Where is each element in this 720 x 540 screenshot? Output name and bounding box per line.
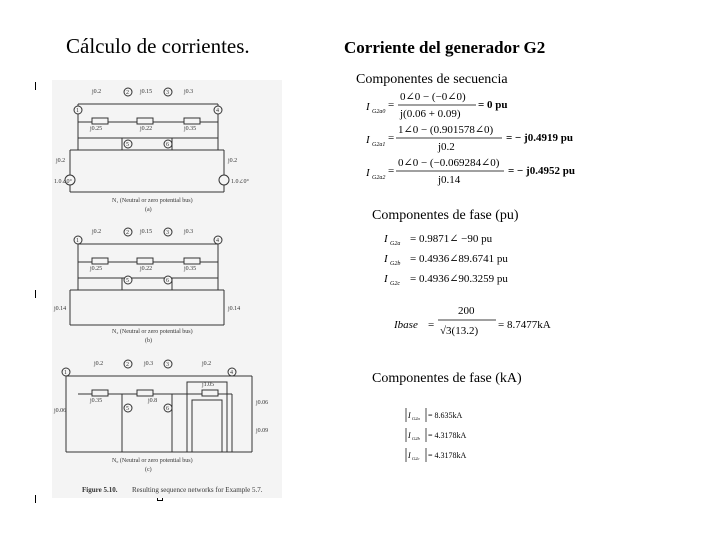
sequence-equations (364, 88, 590, 192)
svg-text:(c): (c) (145, 467, 152, 473)
svg-text:6: 6 (166, 278, 169, 284)
svg-text:G2b: G2b (390, 261, 401, 267)
figure-caption-label: Figure 5.10. (82, 486, 118, 494)
svg-text:= 0 pu: = 0 pu (478, 99, 508, 111)
svg-text:(a): (a) (145, 207, 152, 213)
svg-text:1: 1 (76, 238, 79, 244)
svg-text:2: 2 (126, 90, 129, 96)
svg-text:5: 5 (126, 406, 129, 412)
svg-text:j0.22: j0.22 (140, 126, 153, 132)
phase-pu-equations (382, 228, 532, 290)
svg-text:j0.2: j0.2 (94, 361, 104, 367)
svg-text:G2c: G2c (412, 456, 420, 461)
svg-text:j0.8: j0.8 (148, 398, 158, 404)
svg-text:= 0.9871∠ −90 pu: = 0.9871∠ −90 pu (410, 233, 493, 245)
slide-handle (35, 495, 36, 503)
svg-text:j0.14: j0.14 (438, 174, 461, 186)
page-title: Cálculo de corrientes. (66, 34, 250, 58)
svg-text:5: 5 (126, 142, 129, 148)
svg-text:j0.2: j0.2 (56, 158, 66, 164)
svg-text:1: 1 (76, 108, 79, 114)
phase-components-ka-heading: Componentes de fase (kA) (372, 371, 522, 386)
svg-text:j0.14: j0.14 (228, 306, 241, 312)
svg-text:1∠0 − (0.901578∠0): 1∠0 − (0.901578∠0) (398, 124, 494, 136)
svg-text:3: 3 (166, 230, 169, 236)
svg-text:= 8.635kA: = 8.635kA (428, 411, 463, 420)
svg-text:= 0.4936∠89.6741 pu: = 0.4936∠89.6741 pu (410, 253, 508, 265)
svg-text:I: I (408, 451, 411, 460)
svg-text:1: 1 (64, 370, 67, 376)
phase-b-ka (407, 431, 467, 441)
svg-text:1.0∠0°: 1.0∠0° (54, 179, 72, 185)
svg-text:= 4.3178kA: = 4.3178kA (428, 431, 467, 440)
phase-ka-values (402, 406, 482, 464)
svg-text:j(0.06 + 0.09): j(0.06 + 0.09) (400, 108, 461, 120)
slide-handle (35, 82, 36, 90)
equation-ia1 (365, 124, 573, 153)
phase-c-ka (407, 451, 467, 461)
svg-text:0∠0 − (−0.069284∠0): 0∠0 − (−0.069284∠0) (398, 157, 500, 169)
figure-caption-text: Resulting sequence networks for Example 5.7. (132, 486, 263, 494)
svg-text:(b): (b) (145, 338, 152, 344)
svg-text:4: 4 (216, 238, 219, 244)
svg-text:√3(13.2): √3(13.2) (440, 325, 479, 337)
svg-text:= − j0.4952 pu: = − j0.4952 pu (508, 165, 575, 177)
svg-text:200: 200 (458, 305, 475, 317)
svg-text:j0.35: j0.35 (184, 126, 197, 132)
equation-ia2 (365, 157, 575, 186)
svg-text:j0.35: j0.35 (184, 266, 197, 272)
svg-text:I: I (366, 167, 370, 179)
svg-text:j0.06: j0.06 (54, 408, 67, 414)
svg-text:3: 3 (166, 90, 169, 96)
svg-text:j0.3: j0.3 (144, 361, 154, 367)
phase-a-ka (407, 411, 463, 421)
svg-text:=: = (388, 99, 395, 111)
svg-text:2: 2 (126, 230, 129, 236)
svg-text:G2a2: G2a2 (372, 175, 386, 181)
svg-text:= − j0.4919 pu: = − j0.4919 pu (506, 132, 573, 144)
phase-components-pu-heading: Componentes de fase (pu) (372, 208, 519, 223)
svg-text:4: 4 (216, 108, 219, 114)
sequence-networks-figure (52, 80, 282, 498)
svg-text:Ibase: Ibase (394, 319, 418, 331)
svg-text:G2a: G2a (412, 416, 420, 421)
svg-text:j0.35: j0.35 (90, 398, 103, 404)
svg-text:G2a: G2a (390, 241, 401, 247)
svg-text:j0.3: j0.3 (184, 89, 194, 95)
svg-text:G2b: G2b (412, 436, 420, 441)
svg-text:N₂ (Neutral or zero potential: N₂ (Neutral or zero potential bus) (112, 329, 193, 335)
svg-text:j0.06: j0.06 (256, 400, 269, 406)
svg-text:2: 2 (126, 362, 129, 368)
svg-text:I: I (408, 431, 411, 440)
ibase-equation (392, 300, 562, 344)
svg-text:j0.2: j0.2 (92, 89, 102, 95)
svg-text:I: I (408, 411, 411, 420)
svg-text:j0.15: j0.15 (140, 89, 153, 95)
svg-text:j0.09: j0.09 (256, 428, 269, 434)
svg-text:=: = (388, 132, 395, 144)
svg-text:j0.25: j0.25 (90, 126, 103, 132)
phase-a-pu (383, 233, 493, 247)
svg-text:I: I (366, 134, 370, 146)
svg-text:=: = (428, 319, 435, 331)
svg-text:6: 6 (166, 142, 169, 148)
phase-c-pu (383, 273, 508, 287)
svg-text:5: 5 (126, 278, 129, 284)
svg-text:=: = (388, 165, 395, 177)
svg-text:j0.22: j0.22 (140, 266, 153, 272)
svg-text:I: I (366, 101, 370, 113)
svg-text:= 8.7477kA: = 8.7477kA (498, 319, 551, 331)
svg-text:I: I (384, 273, 388, 285)
svg-text:j0.2: j0.2 (202, 361, 212, 367)
svg-text:G2a1: G2a1 (372, 142, 386, 148)
svg-text:I: I (384, 253, 388, 265)
svg-text:G2a0: G2a0 (372, 109, 386, 115)
svg-text:j0.14: j0.14 (54, 306, 67, 312)
svg-text:= 4.3178kA: = 4.3178kA (428, 451, 467, 460)
phase-b-pu (383, 253, 508, 267)
svg-text:j0.2: j0.2 (438, 141, 455, 153)
svg-text:1.0∠0°: 1.0∠0° (231, 179, 249, 185)
svg-text:3: 3 (166, 362, 169, 368)
equation-ia0 (365, 91, 508, 120)
svg-text:N₀ (Neutral or zero potential: N₀ (Neutral or zero potential bus) (112, 458, 193, 464)
svg-text:j0.2: j0.2 (92, 229, 102, 235)
svg-text:j0.2: j0.2 (228, 158, 238, 164)
svg-text:j0.15: j0.15 (140, 229, 153, 235)
svg-text:G2c: G2c (390, 281, 400, 287)
slide-handle (35, 290, 36, 298)
svg-text:= 0.4936∠90.3259 pu: = 0.4936∠90.3259 pu (410, 273, 508, 285)
svg-text:4: 4 (230, 370, 233, 376)
svg-text:j0.25: j0.25 (90, 266, 103, 272)
svg-text:I: I (384, 233, 388, 245)
section-title: Corriente del generador G2 (344, 38, 546, 57)
svg-text:j0.3: j0.3 (184, 229, 194, 235)
sequence-components-heading: Componentes de secuencia (356, 72, 508, 87)
svg-text:6: 6 (166, 406, 169, 412)
svg-text:N₁ (Neutral or zero potential: N₁ (Neutral or zero potential bus) (112, 198, 193, 204)
svg-text:0∠0 − (−0∠0): 0∠0 − (−0∠0) (400, 91, 466, 103)
svg-text:j1.05: j1.05 (202, 382, 215, 388)
